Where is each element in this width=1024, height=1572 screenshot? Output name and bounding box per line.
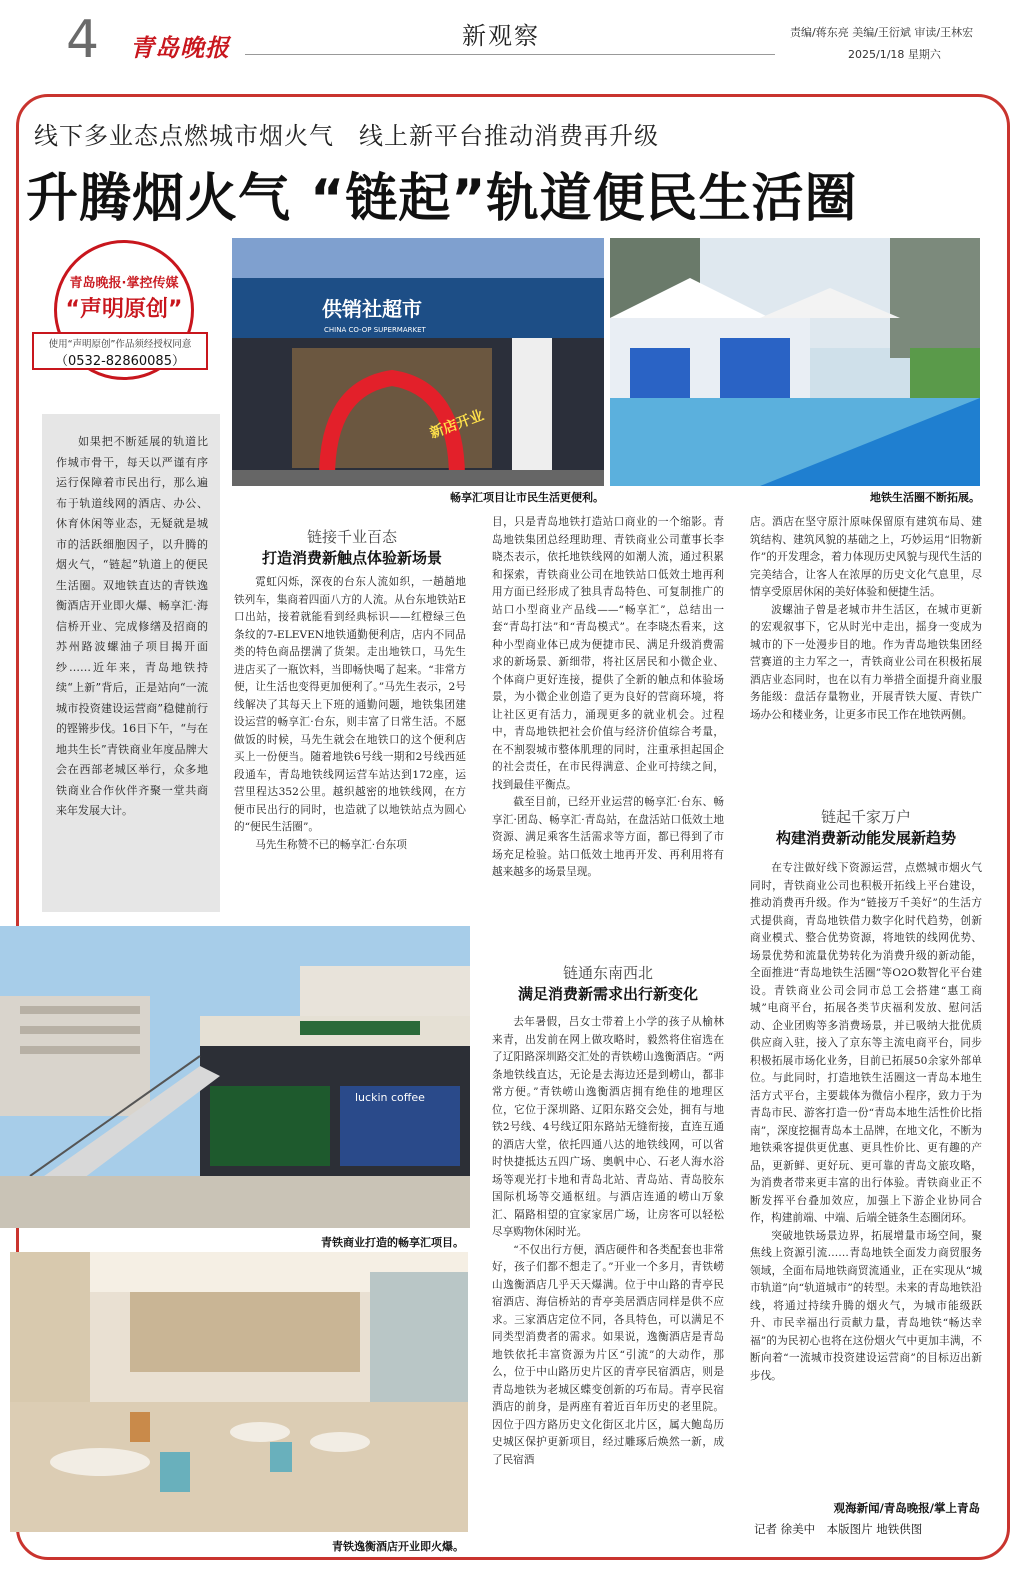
store-sign-sub: CHINA CO-OP SUPERMARKET [324,326,426,334]
section2-paragraph: “不仅出行方便，酒店硬件和各类配套也非常好，孩子们都不想走了。”开业一个多月，青铁崂山逸衡酒店几乎天天爆满。位于中山路的青亭民宿酒店、海信桥站的青亭美居酒店同样是供不应求。三家酒店定位不同，各具特色，可以满足不同类型消费者的需求。如果说，逸衡酒店是青岛地铁依托丰富资源为片区“引流”的大动作，那么，位于中山路历史片区的青亭民宿酒店，则是青岛地铁为老城区蝶变创新的巧布局。青亭民宿酒店的前身，是两座有着近百年历史的老里院。因位于四方路历史文化街区北片区，属大鲍岛历史城区保护更新项目，经过雕琢后焕然一新，成了民宿酒 [492,1243,724,1466]
stamp-phone: （0532-82860085） [55,354,185,369]
photo-market-tents [610,238,980,486]
stamp-notice-box [32,332,208,370]
section3-heading [748,806,984,848]
column2-top-body [492,514,724,882]
photo-hotel-restaurant [10,1252,468,1532]
byline-outlets: 观海新闻/青岛晚报/掌上青岛 [833,1501,980,1515]
caption-photo-3: 青铁商业打造的畅享汇项目。 [321,1236,464,1249]
intro-box [42,414,220,912]
section1-paragraph: 马先生称赞不已的畅享汇·台东项 [255,838,407,851]
caption-photo-2: 地铁生活圈不断拓展。 [870,491,980,504]
store-sign-text: 供销社超市 [322,297,422,321]
byline-reporter: 记者 徐美中 本版图片 地铁供图 [754,1522,923,1536]
issue-date: 2025/1/18 星期六 [848,48,941,61]
column3-paragraph: 店。酒店在坚守原汁原味保留原有建筑布局、建筑结构、建筑风貌的基础之上，巧妙运用“旧物新作”的开发理念，着力体现历史风貌与现代生活的完美结合，让客人在浓厚的历史文化气息里，尽情享受原居休闲的美好体验和便捷生活。 [750,516,982,598]
stamp-line-1: 青岛晚报·掌控传媒 [69,276,179,291]
article-title: 升腾烟火气 “链起”轨道便民生活圈 [26,169,858,229]
stamp-line-3: 使用“声明原创”作品须经授权同意 [48,339,192,350]
photo-supermarket [232,238,604,486]
section2-paragraph: 去年暑假，吕女士带着上小学的孩子从榆林来青，出发前在网上做攻略时，毅然将住宿选在了辽阳路深圳路交汇处的青铁崂山逸衡酒店。“两条地铁线直达，无论是去海边还是到崂山，都非常方便。”青铁崂山逸衡酒店拥有绝佳的地理区位，它位于深圳路、辽阳东路交会处，拥有与地铁2号线、4号线辽阳东路站无缝衔接，直连互通的酒店大堂，依托四通八达的地铁线网，可以省时快捷抵达五四广场、奥帆中心、石老人海水浴场等观光打卡地和青岛北站、青岛站、青岛胶东国际机场等交通枢纽。与酒店连通的崂山万象汇、隔路相望的宜家家居广场，让房客可以轻松尽享购物休闲时光。 [492,1016,724,1238]
column3-paragraph: 波螺油子曾是老城市井生活区，在城市更新的宏观叙事下，它从时光中走出，摇身一变成为城市的下一处漫步目的地。作为青岛地铁集团经营赛道的主力军之一，青铁商业公司在积极拓展酒店业态同时，也在以有力举措全面提升商业服务能级：盘活存量物业，开展青铁大厦、青铁广场办公和楼业务，让更多市民工作在地铁两侧。 [750,603,982,721]
article-kicker: 线下多业态点燃城市烟火气 线上新平台推动消费再升级 [34,122,659,150]
column3-top-body [750,514,982,724]
section2-title2: 满足消费新需求出行新变化 [517,985,698,1003]
page-number: 4 [66,10,100,70]
masthead-logo: 青岛晚报 [130,33,230,62]
caption-photo-4: 青铁逸衡酒店开业即火爆。 [332,1540,464,1553]
column2-paragraph: 目，只是青岛地铁打造站口商业的一个缩影。青岛地铁集团总经理助理、青铁商业公司董事长李晓杰表示，依托地铁线网的如潮人流，通过积累和探索，青铁商业公司在地铁站口低效土地再利用方面已经形成了独具青岛特色、可复制推广的站口小型商业产品线——“畅享汇”，总结出一套“青岛打法”和“青岛模式”。在李晓杰看来，这种小型商业体已成为便捷市民、满足升级消费需求的新场景、新细带，将社区居民和小微企业、个体商户更好连接，提供了全新的触点和体验场景，为小微企业创造了更为良好的营商环境，将让社区更有活力，涌现更多的就业机会。过程中，青岛地铁把社会价值与经济价值综合考量，在不割裂城市整体肌理的同时，注重承担起国企的社会责任，在市民得满意、企业可持续之间，找到最佳平衡点。 [492,516,724,791]
stamp-line-2: “声明原创” [65,297,183,322]
section1-body [234,574,466,854]
section3-title1: 链起千家万户 [820,808,911,826]
section1-heading [232,526,472,568]
section3-body [750,860,982,1385]
header-rule [245,54,775,55]
section-title: 新观察 [462,22,540,50]
section1-paragraph: 霓虹闪烁，深夜的台东人流如织，一趟趟地铁列车，集商着四面八方的人流。从台东地铁站E口出站，接着就能看到经典标识——红橙绿三色条纹的7-ELEVEN地铁通勤便利店，店内不同品类的特色商品摆满了货架。走出地铁口，马先生进店买了一瓶饮料，当即畅快喝了起来。“非常方便，让生活也变得更加便利了。”马先生表示，2号线解决了其每天上下班的通勤问题，地铁集团建设运营的畅享汇·台东，则丰富了日常生活。不愿做饭的时候，马先生就会在地铁口的这个便利店买上一份便当。随着地铁6号线一期和2号线西延段通车，青岛地铁线网运营车站达到172座，运营里程达352公里。越织越密的地铁线网，在方便市民出行的同时，也造就了以地铁站点为圆心的“便民生活圈”。 [234,576,466,833]
section2-title1: 链通东南西北 [562,964,653,982]
photo-chuangxianghui-building [0,926,470,1228]
section1-title1: 链接千业百态 [306,528,397,546]
intro-text: 如果把不断延展的轨道比作城市骨干，每天以严谨有序运行保障着市民出行，那么遍布于轨道线网的酒店、办公、休育休闲等业态，无疑就是城市的活跃细胞因子，以升腾的烟火气，“链起”轨道上的便民生活圈。双地铁直达的青铁逸衡酒店开业即火爆、畅享汇·海信桥开业、完成修缮及招商的苏州路波螺油子项目揭开面纱……近年来，青岛地铁持续“上新”背后，正是站向“一流城市投资建设运营商”稳健前行的铿锵步伐。16日下午，“与在地共生长”青铁商业年度品牌大会在西部老城区举行，众多地铁商业合作伙伴齐聚一堂共商来年发展大计。 [56,435,208,817]
section1-title2: 打造消费新触点体验新场景 [261,549,442,567]
section2-body [492,1014,724,1469]
section3-paragraph: 突破地铁场景边界，拓展增量市场空间，聚焦线上资源引流……青岛地铁全面发力商贸服务领域，全面布局地铁商贸流通业，正在实现从“城市轨道”向“轨道城市”的转型。未来的青岛地铁沿线，将通过持续升腾的烟火气，为城市能级跃升、市民幸福出行贡献力量，青岛地铁“畅达幸福”的为民初心也将在这份烟火气中更加丰满，不断向着“一流城市投资建设运营商”的目标迈出新步伐。 [750,1229,982,1382]
editor-credits: 责编/蒋东亮 美编/王衍斌 审读/王林宏 [790,26,974,39]
column2-paragraph: 截至目前，已经开业运营的畅享汇·台东、畅享汇·团岛、畅享汇·青岛站，在盘活站口低效土地资源、满足乘客生活需求等方面，都已得到了市场充足检验。站口低效土地再开发、再利用将有越来越多的场景呈现。 [492,796,724,878]
caption-photo-1: 畅享汇项目让市民生活更便利。 [450,491,604,504]
section3-paragraph: 在专注做好线下资源运营，点燃城市烟火气同时，青铁商业公司也积极开拓线上平台建设，推动消费再升级。作为“链接万千美好”的生活方式提供商，青岛地铁借力数字化时代趋势，创新商业模式、整合优势资源，将地铁的线网优势、场景优势和流量优势转化为消费升级的新动能，全面推进“青岛地铁生活圈”等O2O数智化平台建设。青铁商业公司会同市总工会搭建“惠工商城”电商平台，拓展各类节庆福利发放、慰问活动、企业团购等多消费场景，并已吸纳大批优质供应商入驻，接入了京东等主流电商平台，同步积极拓展市场化业务，目前已拓展50余家外部单位。与此同时，打造地铁生活圈这一青岛本地生活方式平台，主要载体为微信小程序，致力于为青岛市民、游客打造一份“青岛本地生活性价比指南”，深度挖掘青岛本土品牌，在地文化，不断为地铁乘客提供更优惠、更具性价比、更有趣的产品，更新鲜、更好玩、更可靠的青岛文旅攻略，为消费者带来更丰富的出行体验。青铁商业正不断发挥平台叠加效应，加强上下游企业协同合作，构建前端、中端、后端全链条生态圈闭环。 [750,862,982,1224]
arch-text: 新店开业 [427,407,486,442]
original-claim-stamp [34,240,214,370]
coffee-sign: luckin coffee [355,1091,425,1104]
section2-heading [490,962,726,1004]
section3-title2: 构建消费新动能发展新趋势 [775,829,956,847]
